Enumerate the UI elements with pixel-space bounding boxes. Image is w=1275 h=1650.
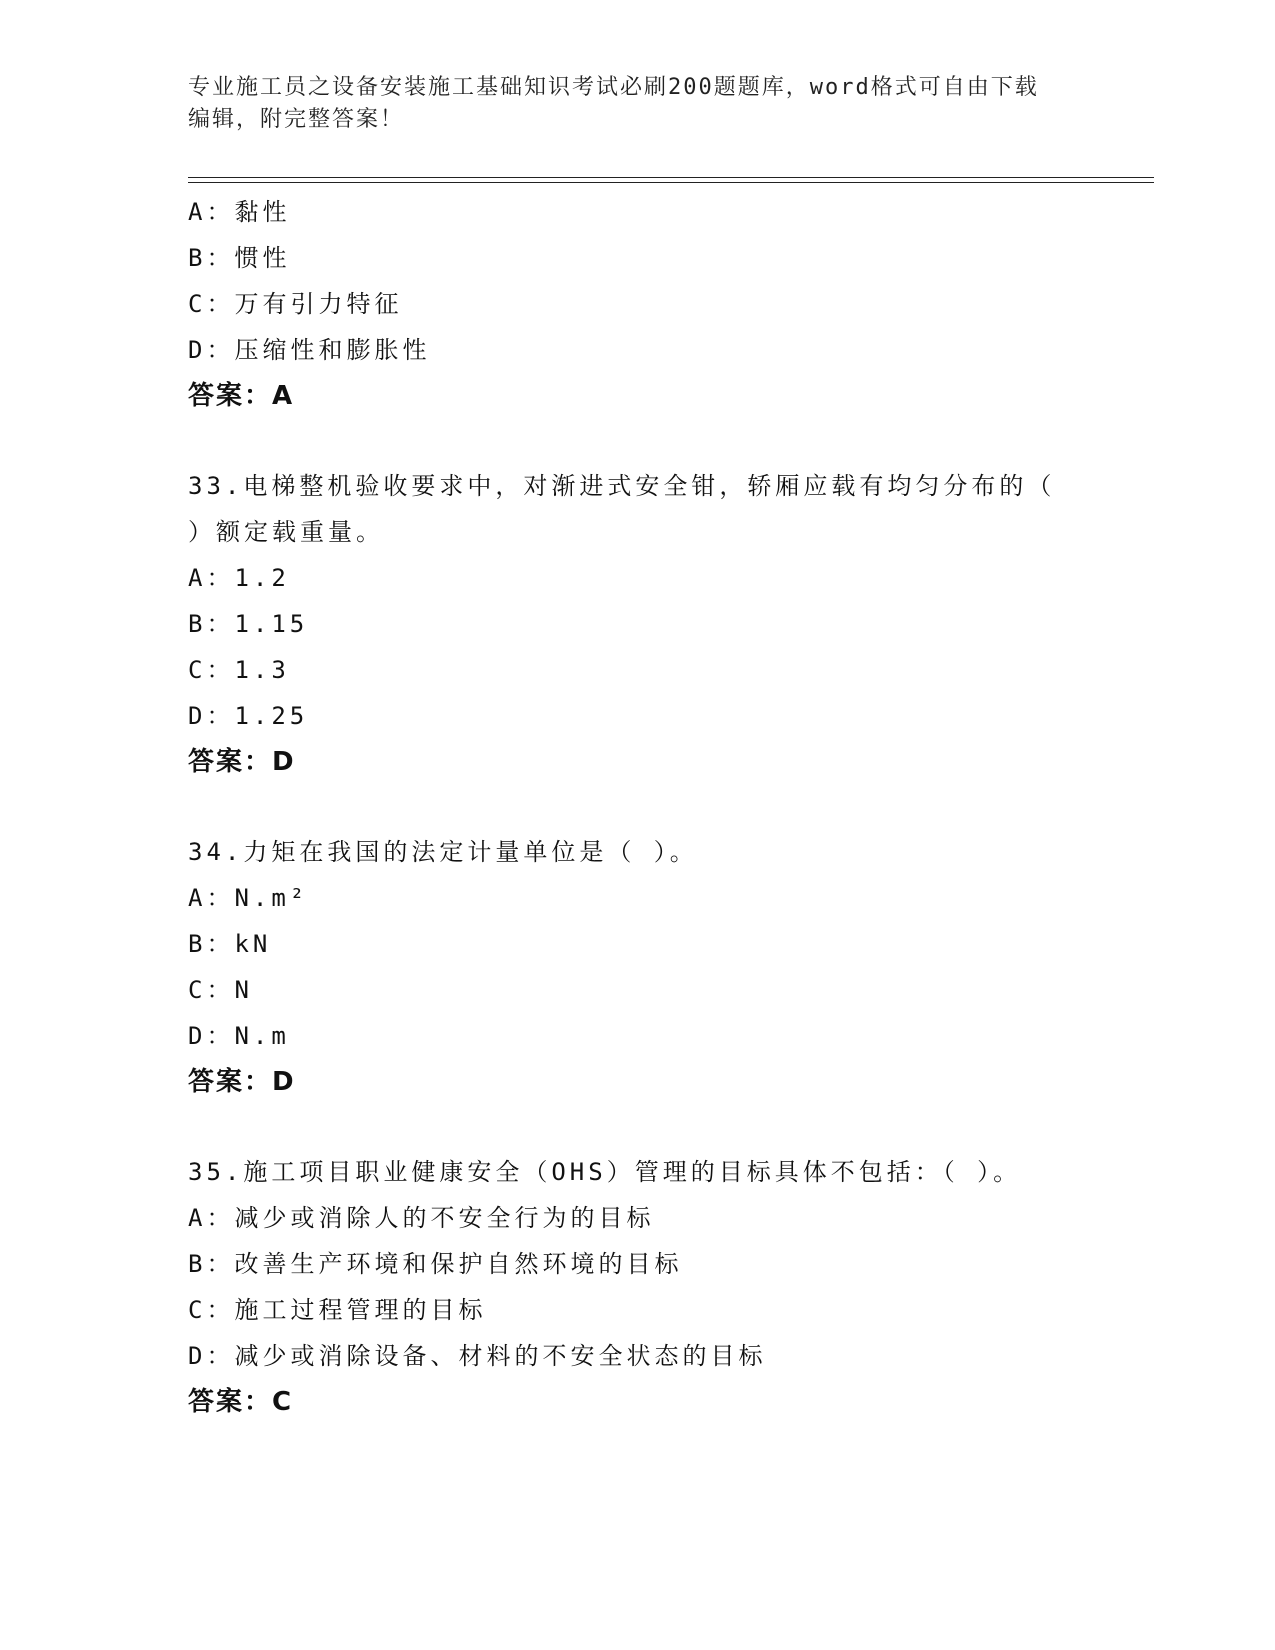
option-b: B：改善生产环境和保护自然环境的目标 — [188, 1250, 683, 1278]
option-d: D：压缩性和膨胀性 — [188, 336, 431, 364]
question-stem: 35.施工项目职业健康安全（OHS）管理的目标具体不包括：（ ）。 — [188, 1158, 1022, 1186]
option-b: B：1.15 — [188, 610, 309, 638]
question-spacer — [188, 785, 1088, 829]
question-32 — [188, 189, 1088, 419]
header-divider-bottom — [188, 182, 1154, 183]
option-a: A：黏性 — [188, 198, 291, 226]
answer-line: 答案：C — [188, 1387, 294, 1417]
option-b: B：kN — [188, 930, 272, 958]
header-title-line-2: 编辑，附完整答案！ — [188, 107, 405, 132]
header-divider-top — [188, 177, 1154, 178]
question-spacer — [188, 419, 1088, 463]
question-35 — [188, 1149, 1088, 1425]
option-d: D：N.m — [188, 1022, 290, 1050]
option-c: C：万有引力特征 — [188, 290, 403, 318]
question-33 — [188, 463, 1088, 785]
question-list — [188, 189, 1088, 1425]
option-a: A：1.2 — [188, 564, 290, 592]
question-34 — [188, 829, 1088, 1105]
option-c: C：N — [188, 976, 253, 1004]
answer-line: 答案：D — [188, 1067, 296, 1097]
answer-line: 答案：D — [188, 747, 296, 777]
option-d: D：减少或消除设备、材料的不安全状态的目标 — [188, 1342, 767, 1370]
question-stem-line-2: ）额定载重量。 — [188, 518, 384, 546]
option-b: B：惯性 — [188, 244, 291, 272]
option-a: A：减少或消除人的不安全行为的目标 — [188, 1204, 655, 1232]
option-c: C：1.3 — [188, 656, 290, 684]
document-header — [188, 72, 1088, 136]
question-stem-line-1: 33.电梯整机验收要求中，对渐进式安全钳，轿厢应载有均匀分布的（ — [188, 472, 1056, 500]
answer-line: 答案：A — [188, 381, 295, 411]
option-a: A：N.m² — [188, 884, 309, 912]
header-title-line-1: 专业施工员之设备安装施工基础知识考试必刷200题题库，word格式可自由下载 — [188, 75, 1039, 100]
question-spacer — [188, 1105, 1088, 1149]
option-c: C：施工过程管理的目标 — [188, 1296, 487, 1324]
question-stem: 34.力矩在我国的法定计量单位是（ ）。 — [188, 838, 698, 866]
option-d: D：1.25 — [188, 702, 309, 730]
